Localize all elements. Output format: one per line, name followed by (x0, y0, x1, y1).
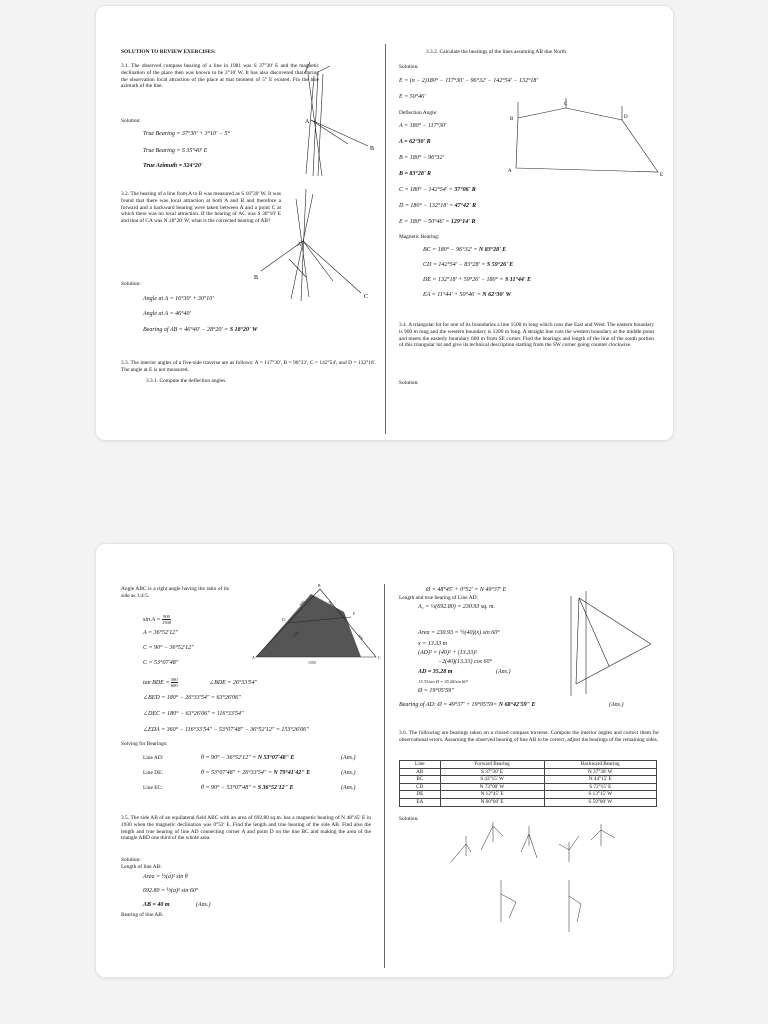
label-d: D (282, 618, 285, 622)
bearing-answer: θ = 90° − 36°52'12" = N 53°07'48" E (201, 755, 295, 761)
column-header: Forward Bearing (440, 761, 544, 769)
equation: Area = 230.93 = ½(40)(x) sin 60° (418, 630, 500, 636)
solution-label: Solution: (399, 380, 419, 386)
table-cell: S 13°15' W (544, 791, 656, 799)
equation: A₁ = ⅓(692.80) = 230.93 sq. m. (418, 604, 496, 610)
equation: ∠EDA = 360° − 116°33'54" − 53°07'48" − 36°52'12" = 153°26'06" (143, 727, 309, 733)
table-cell: DE (400, 791, 441, 799)
problem-3-3: 3.3. The interior angles of a five-side traverse are as follows: A = 117°30', B = 96°32', C = 142°54', and D = 132°18'. The angle at E is not measured. (121, 360, 376, 373)
label-b: B (318, 584, 321, 588)
solution-label: Solution: (121, 281, 141, 287)
solution-label: Solution: (399, 816, 419, 822)
ans-tag: (Ans.) (341, 770, 356, 776)
label-b: B (370, 146, 375, 152)
table-cell: N 44°15' E (544, 776, 656, 784)
figure-3-6-traverse-sketches (441, 822, 661, 942)
ans-tag: (Ans.) (609, 702, 624, 708)
solution-label: Solution: (399, 64, 419, 70)
figure-3-3-traverse-diagram (506, 98, 671, 178)
solution-label: Solution: (121, 118, 141, 124)
table-row (400, 791, 657, 799)
table-row (400, 776, 657, 784)
column-divider (384, 584, 385, 968)
figure-3-4-triangular-lot (246, 584, 381, 669)
label-a: A (252, 656, 255, 660)
line-ec-label: Line EC: (143, 785, 163, 791)
equation: 692.80 = ½(a)² sin 60° (143, 888, 199, 894)
bearings-table (399, 760, 657, 807)
equation-answer: True Azimuth = 324°20' (143, 163, 203, 169)
magnetic-bearing-line: DE = 132°18' + 59°26' − 180° = S 11°44' E (423, 277, 532, 283)
equation: −2(40)(13.33) cos 60° (438, 659, 492, 665)
table-cell: N 12°45' E (440, 791, 544, 799)
label-e: E (660, 173, 664, 178)
label-a: A (508, 169, 512, 174)
label-c: C (364, 294, 369, 300)
table-cell: CD (400, 783, 441, 791)
label-e: E (353, 612, 356, 616)
table-row (400, 783, 657, 791)
label-base-length: 1500 (308, 661, 316, 665)
ans-tag: (Ans.) (496, 669, 511, 675)
equation: A = 36°52'12" (143, 630, 178, 636)
equation: E = 50°46' (399, 94, 426, 100)
label-a: A (297, 242, 302, 248)
equation: 13.33/sin Ø = 35.28/sin 60° (418, 679, 469, 684)
bearing-answer: θ = 90° − 53°07'48" = S 36°52'12" E (201, 785, 294, 791)
solving-title: Solving for Bearings: (121, 741, 168, 747)
table-cell: S 37°30' E (440, 768, 544, 776)
column-header: Line (400, 761, 441, 769)
label-side: 900 (327, 600, 334, 608)
equation-answer: AB = 40 m (143, 902, 170, 908)
deflection-line: B = 83°28' R (399, 171, 431, 177)
ans-tag: (Ans.) (341, 755, 356, 761)
label-d: D (624, 115, 628, 120)
deflection-angle-title: Deflection Angle: (399, 110, 438, 116)
equation: Ø = 19°05'59" (418, 688, 454, 694)
label-b: B (510, 117, 514, 122)
table-row (400, 798, 657, 806)
column-divider (385, 44, 386, 434)
table-cell: N 73°00' W (440, 783, 544, 791)
figure-3-5-equilateral-field (551, 586, 661, 698)
label-side: 600 (357, 634, 364, 642)
equation: ∠DEC = 180° − 63°26'06" = 116°33'54" (143, 711, 244, 717)
equation-answer: AD = 35.28 m (418, 669, 453, 675)
label-c: C (378, 656, 381, 660)
problem-3-4: 3.4. A triangular lot for one of its boundaries a line 1500 m long which runs due East and West. The eastern boundary is 900 m long and the western boundary is 1200 m long. A straight line cuts the western boundary at the middle point and meets the easterly boundary 600 m from SE corner. Find the bearings and length of the line of the south portion of this triangular lot and give its technical description starting from the SW corner going counter clockwise. (399, 322, 654, 349)
length-ab-title: Length of line AB: (121, 864, 162, 870)
equation: sin A = $\frac{900}{1500}$ (143, 614, 171, 625)
table-cell: EA (400, 798, 441, 806)
table-cell: S 43°15' W (440, 776, 544, 784)
intro-text: Angle ABC is a right angle having the ratio of its side as 3:4:5. (121, 586, 229, 599)
equation: x = 13.33 m (418, 641, 448, 647)
figure-3-2-bearing-diagram (251, 189, 381, 304)
document-page-1 (95, 5, 674, 441)
label-c: C (564, 102, 568, 107)
equation: Ø = 48°45' + 0°52' = N 49°37' E (426, 587, 507, 593)
equation: tan BDE = $\frac{300}{600}$ ∠BDE = 26°33'54" (143, 677, 258, 688)
magnetic-bearing-line: EA = 11°44' + 50°46' = N 62°30' W (423, 292, 511, 298)
table-cell: N 60°00' E (440, 798, 544, 806)
equation: C = 90° − 36°52'12" (143, 645, 194, 651)
equation: ∠BED = 180° − 26°33'54" = 63°26'06" (143, 695, 241, 701)
table-cell: N 37°30' W (544, 768, 656, 776)
deflection-line: B = 180° − 96°32' (399, 155, 444, 161)
line-ad-label: Line AD: (143, 755, 164, 761)
table-row (400, 768, 657, 776)
bearing-ab-title: Bearing of line AB: (121, 912, 164, 918)
magnetic-bearing-line: BC = 180° − 96°32' = N 83°28' E (423, 247, 507, 253)
ans-tag: (Ans.) (341, 785, 356, 791)
equation-answer: Bearing of AB = 46°40' − 28°20' = S 18°20' W (143, 327, 258, 333)
section-header: SOLUTION TO REVIEW EXERCISES: (121, 49, 216, 55)
equation: Area = ½(a)² sin θ (143, 874, 188, 880)
magnetic-bearing-line: CD = 142°54' − 83°28' = S 59°26' E (423, 262, 514, 268)
deflection-line: E = 180° − 50°46' = 129°14' R (399, 219, 476, 225)
problem-3-3-1: 3.3.1. Compute the deflection angles. (146, 378, 227, 384)
label-side: 1200 (291, 630, 301, 639)
table-header-row (400, 761, 657, 769)
equation: C = 53°07'48" (143, 660, 179, 666)
label-b: B (254, 275, 259, 281)
document-page-2 (95, 543, 674, 978)
problem-3-2: 3.2. The bearing of a line from A to B was measured as S 16°30' W. It was found that there was local attraction at both A and B and therefore a forward and a backward bearing were taken between A and a point C at which there was no local attraction. If the bearing of AC was S 30°10' E and that of CA was N 28°20' W, what is the corrected bearing of AB? (121, 191, 281, 225)
equation: Angle at A = 16°30' + 30°10' (143, 296, 214, 302)
equation: Angle at A = 46°40' (143, 311, 191, 317)
label-side: 600 (298, 599, 306, 607)
deflection-line: C = 180° − 142°54' = 37°06' R (399, 187, 476, 193)
deflection-line: A = 180° − 117°30' (399, 123, 447, 129)
equation: True Bearing = 37°30' + 3°10' − 5° (143, 131, 230, 137)
deflection-line: D = 180° − 132°18' = 47°42' R (399, 203, 477, 209)
equation: (AD)² = (40)² + (13.33)² (418, 650, 477, 656)
deflection-line: A = 62°30' R (399, 139, 431, 145)
line-de-label: Line DE: (143, 770, 163, 776)
figure-3-1-bearing-diagram (296, 54, 381, 179)
ans-tag: (Ans.) (196, 902, 211, 908)
table-cell: BC (400, 776, 441, 784)
solution-label: Solution: (121, 857, 141, 863)
equation: E = (n − 2)180° − 117°30' − 96°32' − 142°54' − 132°18' (399, 78, 538, 84)
magnetic-bearing-title: Magnetic Bearing: (399, 234, 440, 240)
equation: True Bearing = S 35°40' E (143, 148, 208, 154)
problem-3-5: 3.5. The side AB of an equilateral field ABC with an area of 692.80 sq.m. has a magnetic bearing of N 48°45' E in 1930 when the magnetic declination was 0°52' E. Find the length and true bearing of the side AB. Find also the length and true bearing of line AD connecting corner A and point D on the line BC and making the area of the triangle ABD one third of the whole area. (121, 815, 371, 842)
table-cell: S 59°00' W (544, 798, 656, 806)
label-a: A (305, 119, 310, 125)
table-cell: AB (400, 768, 441, 776)
problem-3-1: 3.1. The observed compass bearing of a line in 1981 was S 37°30' E and the magnetic declination of the place then was known to be 3°10' W. It has also discovered that during the observation local attraction of the place at that moment of 5° E existed. Fin the true azimuth of the line. (121, 63, 319, 90)
problem-3-6: 3.6. The following are bearings taken on a closed compass traverse. Compute the interior angles and correct them for observational errors. Assuming the observed bearing of line AB to be correct, adjust the bearings of the remaining sides. (399, 730, 659, 743)
table-cell: S 72°15' E (544, 783, 656, 791)
bearing-answer: Bearing of AD: Ø = 49°37' + 19°05'59= N 68°42'59" E (399, 702, 536, 708)
column-header: Backward Bearing (544, 761, 656, 769)
problem-3-3-2: 3.3.2. Calculate the bearings of the lines assuming AB due North. (426, 49, 568, 55)
length-ad-title: Length and true bearing of Line AD: (399, 595, 479, 601)
bearing-answer: θ = 53°07'48" + 26°33'54" = N 79°41'42" E (201, 770, 311, 776)
